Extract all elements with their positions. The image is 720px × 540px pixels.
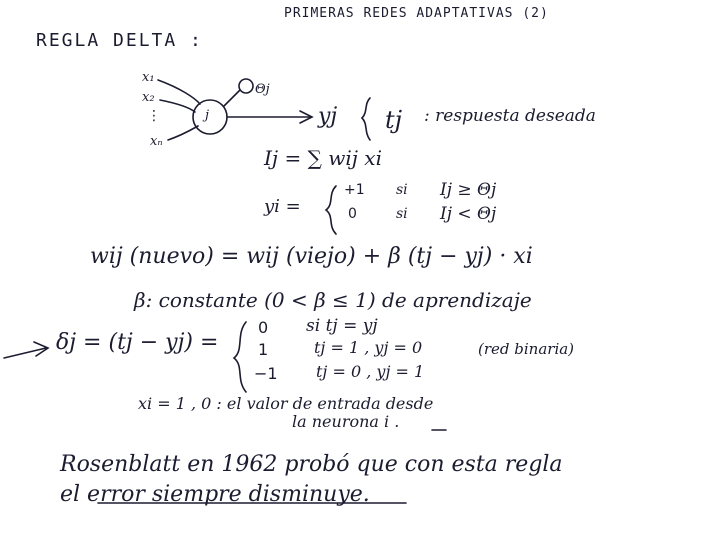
target-label-tj: tj [385,106,403,134]
output-case-2-si: si [396,206,408,222]
delta-case-1-condition: si tj = yj [306,316,378,336]
weight-update-rule: wij (nuevo) = wij (viejo) + β (tj − yj) · xi [90,244,533,269]
target-brace [362,98,370,140]
target-note: : respuesta deseada [424,106,596,126]
beta-definition: β: constante (0 < β ≤ 1) de aprendizaje [134,288,532,312]
delta-equation-lhs: δj = (tj − yj) = [56,330,219,355]
delta-case-3-value: −1 [254,364,278,383]
page-header-title: PRIMERAS REDES ADAPTATIVAS (2) [284,6,549,21]
output-case-1-si: si [396,182,408,198]
input-ellipsis: ⋮ [147,108,161,124]
xi-definition: xi = 1 , 0 : el valor de entrada desde [138,394,434,413]
delta-case-2-condition: tj = 1 , yj = 0 [314,338,423,357]
neuron-node-label: j [205,108,210,123]
delta-case-2-value: 1 [258,340,269,359]
input-label-x1: x₁ [142,70,155,85]
delta-case-1-value: 0 [258,318,269,337]
threshold-node [239,79,253,93]
output-case-2-condition: Ij < Θj [440,204,497,224]
output-cases-brace [326,186,336,234]
input-label-xn: xₙ [150,134,163,149]
conclusion-line-2: el error siempre disminuye. [60,482,370,507]
threshold-label: Θj [255,82,270,97]
threshold-connection [224,90,240,106]
xi-definition-line-2: la neurona i . [292,412,400,431]
input-label-x2: x₂ [142,90,155,105]
input-connection-n [168,126,198,140]
delta-cases-brace [234,322,246,392]
output-case-2-value: 0 [348,206,357,222]
delta-case-3-condition: tj = 0 , yj = 1 [316,362,425,381]
output-case-1-value: +1 [344,182,365,198]
net-input-equation: Ij = ∑ wij xi [264,146,382,170]
output-equation-lhs: yi = [264,196,301,217]
red-binaria-note: (red binaria) [478,340,575,358]
conclusion-line-1: Rosenblatt en 1962 probó que con esta regla [60,452,563,477]
neuron-node [193,100,227,134]
output-case-1-condition: Ij ≥ Θj [440,180,497,200]
section-title: REGLA DELTA : [36,30,203,51]
output-label-yj: yj [318,104,338,129]
input-connection-2 [160,100,195,112]
